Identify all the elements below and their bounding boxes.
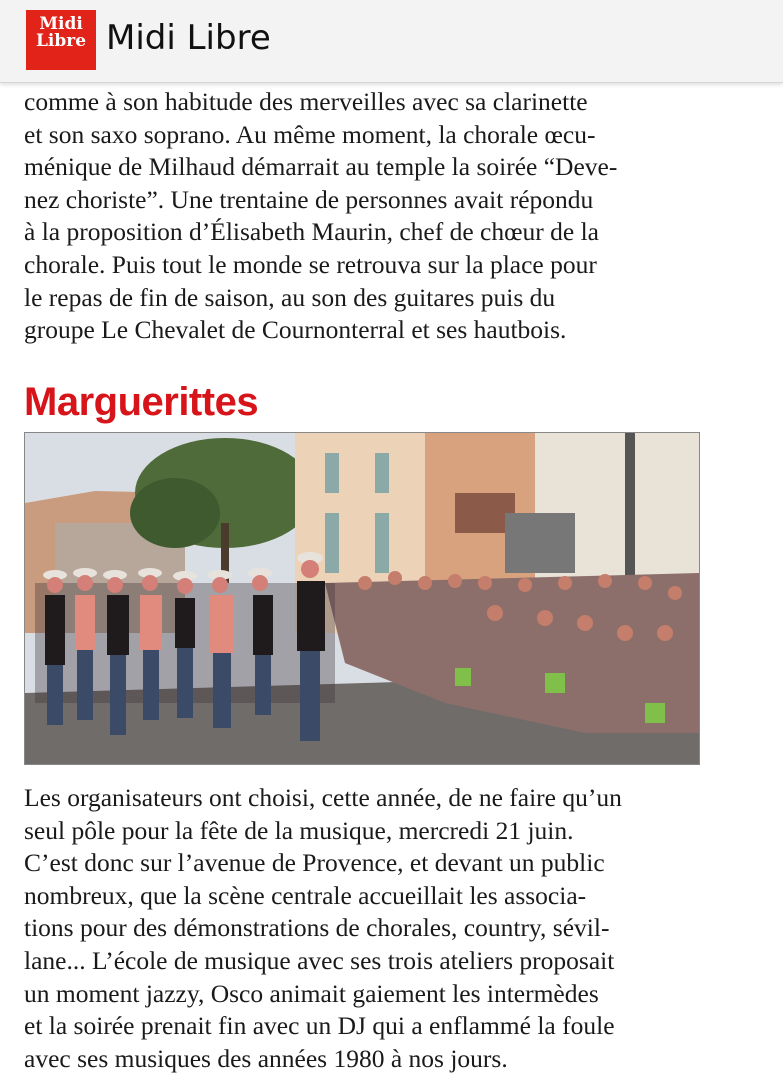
body-paragraph (24, 782, 702, 1075)
text-line: avec ses musiques des années 1980 à nos jours. (24, 1043, 508, 1073)
app-header (0, 0, 783, 83)
text-line: et son saxo soprano. Au même moment, la chorale œcu- (24, 119, 596, 149)
text-line: C’est donc sur l’avenue de Provence, et devant un public (24, 848, 605, 878)
logo-line-2: Libre (35, 31, 87, 51)
text-line: à la proposition d’Élisabeth Maurin, chef de chœur de la (24, 217, 599, 247)
text-line: groupe Le Chevalet de Cournonterral et ses hautbois. (24, 315, 567, 345)
midi-libre-logo[interactable] (26, 10, 96, 70)
text-line: lane... L’école de musique avec ses trois ateliers proposait (24, 945, 615, 975)
article-photo (24, 432, 700, 765)
text-line: Les organisateurs ont choisi, cette année, de ne faire qu’un (24, 783, 622, 812)
text-line: nombreux, que la scène centrale accueillait les associa- (24, 880, 587, 910)
logo-line-1: Midi (39, 14, 83, 34)
text-line: nez choriste”. Une trentaine de personnes avait répondu (24, 184, 594, 214)
text-line: seul pôle pour la fête de la musique, mercredi 21 juin. (24, 815, 574, 845)
text-line: ménique de Milhaud démarrait au temple la soirée “Deve- (24, 152, 618, 182)
intro-paragraph (24, 86, 702, 347)
text-line: et la soirée prenait fin avec un DJ qui a enflammé la foule (24, 1011, 615, 1041)
text-line: le repas de fin de saison, au son des guitares puis du (24, 282, 556, 312)
text-line: chorale. Puis tout le monde se retrouva sur la place pour (24, 249, 597, 279)
section-heading: Marguerittes (24, 380, 259, 424)
app-title: Midi Libre (106, 18, 271, 58)
text-line: un moment jazzy, Osco animait gaiement les intermèdes (24, 978, 599, 1008)
text-line: comme à son habitude des merveilles avec sa clarinette (24, 87, 588, 116)
text-line: tions pour des démonstrations de chorales, country, sévil- (24, 913, 610, 943)
